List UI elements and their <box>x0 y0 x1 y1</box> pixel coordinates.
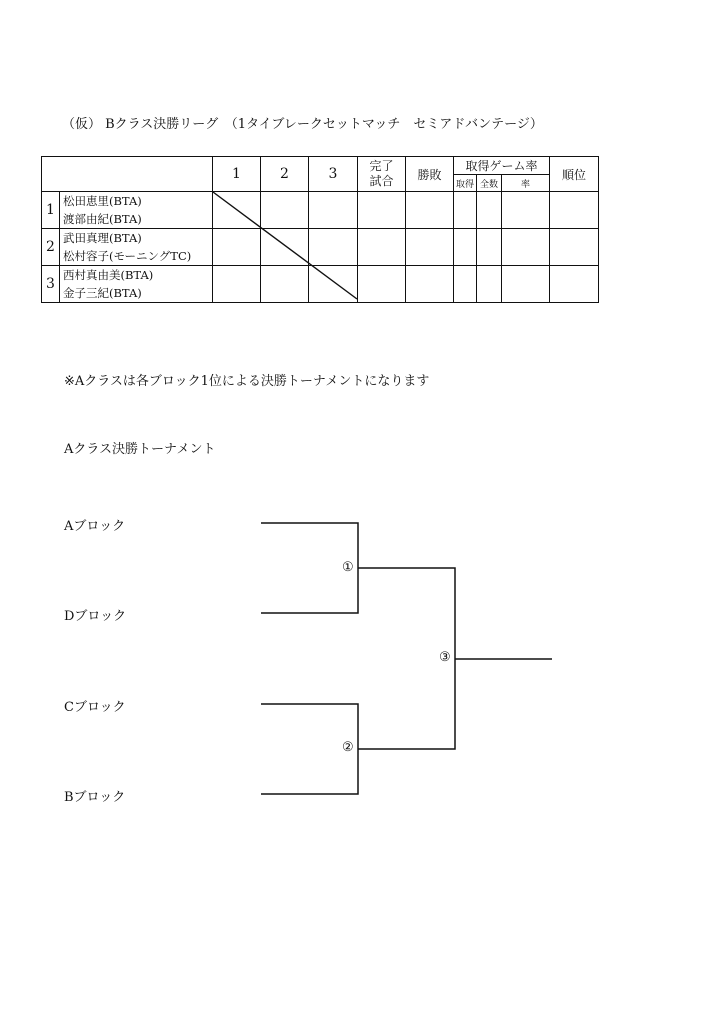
player-name: 渡部由紀(BTA) <box>63 212 142 226</box>
player-name: 松田恵里(BTA) <box>63 194 142 208</box>
match-number-1: ① <box>342 560 354 575</box>
self-match-diagonal <box>213 192 357 299</box>
tournament-title: Aクラス決勝トーナメント <box>64 442 216 457</box>
match-number-3: ③ <box>439 650 451 665</box>
header-col-2: 2 <box>261 157 309 192</box>
block-label-a: Aブロック <box>64 519 126 534</box>
header-rate: 率 <box>502 175 550 192</box>
player-name: 西村真由美(BTA) <box>63 268 154 282</box>
header-col-3: 3 <box>309 157 358 192</box>
note-text: ※Aクラスは各ブロック1位による決勝トーナメントになります <box>64 374 430 389</box>
player-name: 松村容子(モーニングTC) <box>63 249 192 263</box>
header-wins-losses: 勝敗 <box>406 157 454 192</box>
header-col-1: 1 <box>213 157 261 192</box>
block-label-d: Dブロック <box>64 609 127 624</box>
header-games-won: 取得 <box>454 175 477 192</box>
header-game-rate: 取得ゲーム率 <box>454 157 550 175</box>
player-name: 金子三紀(BTA) <box>63 286 142 300</box>
row-number: 3 <box>42 266 60 303</box>
block-label-b: Bブロック <box>64 790 126 805</box>
tournament-bracket <box>261 523 552 794</box>
row-number: 1 <box>42 192 60 229</box>
header-games-total: 全数 <box>477 175 502 192</box>
header-completed-line2: 試合 <box>369 174 394 188</box>
league-title: （仮） Bクラス決勝リーグ （1タイブレークセットマッチ セミアドバンテージ） <box>62 117 543 132</box>
block-label-c: Cブロック <box>64 700 126 715</box>
header-completed-line1: 完了 <box>369 159 394 173</box>
player-name: 武田真理(BTA) <box>63 231 142 245</box>
row-number: 2 <box>42 229 60 266</box>
header-rank: 順位 <box>550 157 599 192</box>
match-number-2: ② <box>342 740 354 755</box>
